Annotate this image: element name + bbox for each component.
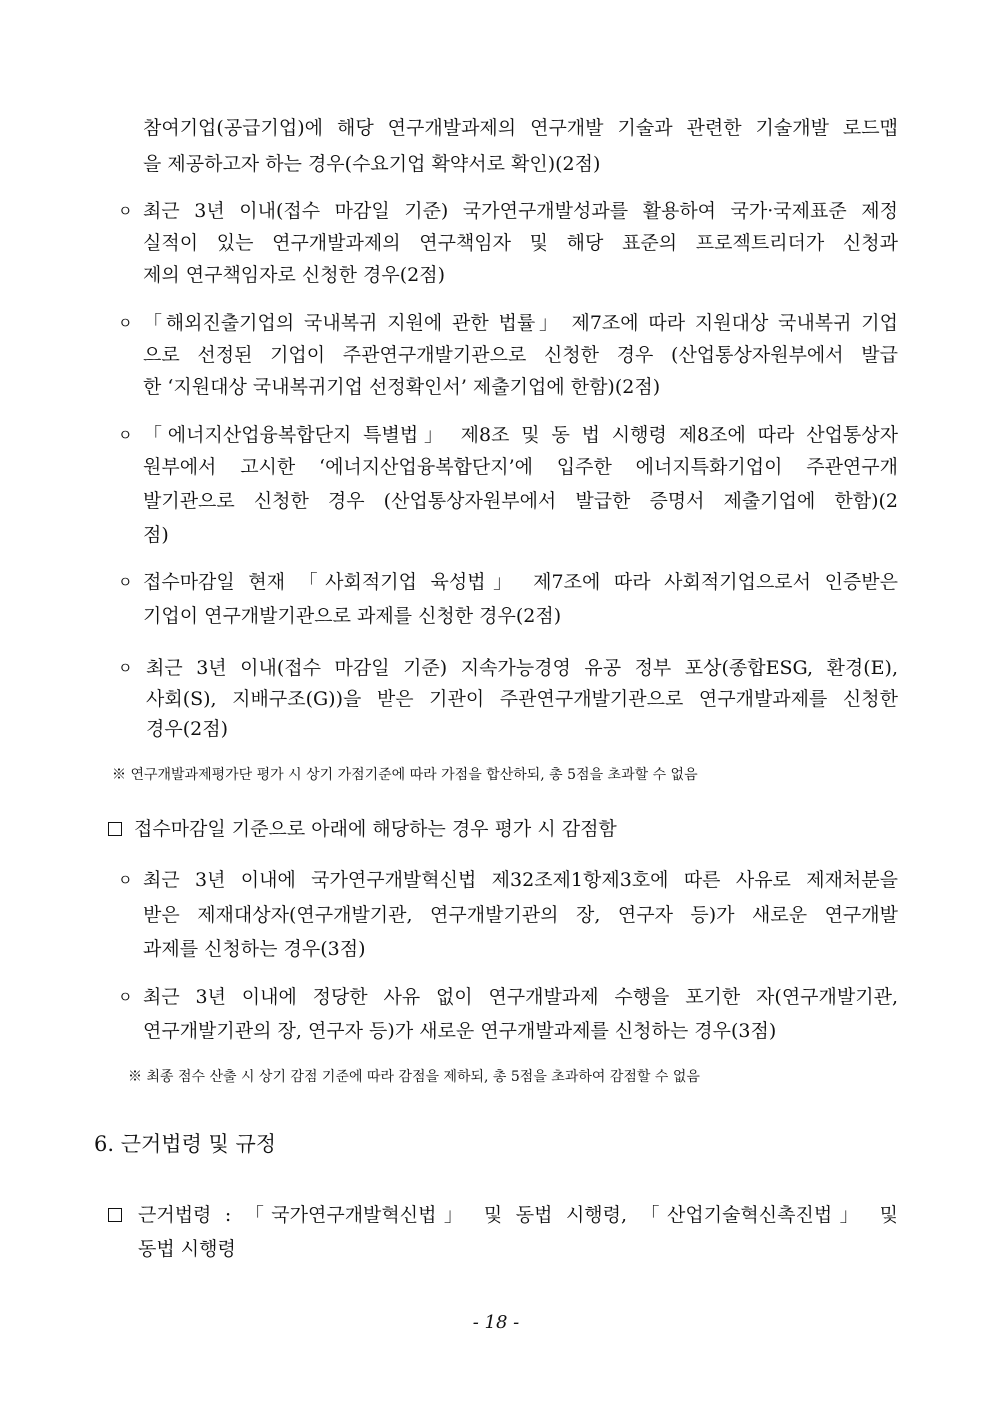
text-line: 사회(S), 지배구조(G))을 받은 기관이 주관연구개발기관으로 연구개발과제를 신청한 — [146, 688, 898, 710]
circle-bullet-icon: ㅇ — [118, 988, 133, 1006]
circle-bullet-icon: ㅇ — [118, 426, 133, 444]
deduction-note: ※ 최종 점수 산출 시 상기 감점 기준에 따라 감점을 제하되, 총 5점을 초과하여 감점할 수 없음 — [128, 1069, 700, 1085]
text-line: 실적이 있는 연구개발과제의 연구책임자 및 해당 표준의 프로젝트리더가 신청과 — [143, 232, 898, 254]
text-line: 최근 3년 이내(접수 마감일 기준) 국가연구개발성과를 활용하여 국가·국제표준 제정 — [143, 200, 898, 222]
text-line: 경우(2점) — [146, 718, 228, 740]
text-line: 최근 3년 이내(접수 마감일 기준) 지속가능경영 유공 정부 포상(종합ESG, 환경(E), — [146, 657, 898, 679]
page-number: - 18 - — [472, 1312, 520, 1333]
text-line: 점) — [143, 524, 169, 546]
circle-bullet-icon: ㅇ — [118, 659, 133, 677]
text-line: 최근 3년 이내에 정당한 사유 없이 연구개발과제 수행을 포기한 자(연구개발기관, — [143, 986, 898, 1008]
text-line: 「에너지산업융복합단지 특별법」 제8조 및 동 법 시행령 제8조에 따라 산업통상자 — [143, 424, 898, 446]
text-line: 접수마감일 현재 「사회적기업 육성법」 제7조에 따라 사회적기업으로서 인증받은 — [143, 571, 898, 593]
text-line: 과제를 신청하는 경우(3점) — [143, 938, 366, 960]
circle-bullet-icon: ㅇ — [118, 314, 133, 332]
text-line: 제의 연구책임자로 신청한 경우(2점) — [143, 264, 445, 286]
text-line: 연구개발기관의 장, 연구자 등)가 새로운 연구개발과제를 신청하는 경우(3점) — [143, 1020, 777, 1042]
text-line: 근거법령 : 「국가연구개발혁신법」 및 동법 시행령, 「산업기술혁신촉진법」 및 — [138, 1204, 898, 1226]
text-line: 원부에서 고시한 ‘에너지산업융복합단지’에 입주한 에너지특화기업이 주관연구개 — [143, 456, 898, 478]
section-title: 6. 근거법령 및 규정 — [94, 1132, 277, 1156]
text-line: 으로 선정된 기업이 주관연구개발기관으로 신청한 경우 (산업통상자원부에서 발급 — [143, 344, 898, 366]
text-line: 「해외진출기업의 국내복귀 지원에 관한 법률」 제7조에 따라 지원대상 국내복귀 기업 — [143, 312, 898, 334]
circle-bullet-icon: ㅇ — [118, 573, 133, 591]
deduction-heading: 접수마감일 기준으로 아래에 해당하는 경우 평가 시 감점함 — [134, 818, 617, 840]
circle-bullet-icon: ㅇ — [118, 871, 133, 889]
text-line: 최근 3년 이내에 국가연구개발혁신법 제32조제1항제3호에 따른 사유로 제재처분을 — [143, 869, 898, 891]
text-line: 한 ‘지원대상 국내복귀기업 선정확인서’ 제출기업에 한함)(2점) — [143, 376, 661, 398]
checkbox-square-icon — [108, 1208, 122, 1222]
text-line: 을 제공하고자 하는 경우(수요기업 확약서로 확인)(2점) — [143, 153, 601, 175]
text-line: 동법 시행령 — [138, 1238, 236, 1260]
text-line: 기업이 연구개발기관으로 과제를 신청한 경우(2점) — [143, 605, 562, 627]
text-line: 발기관으로 신청한 경우 (산업통상자원부에서 발급한 증명서 제출기업에 한함)(2 — [143, 490, 898, 512]
text-line: 받은 제재대상자(연구개발기관, 연구개발기관의 장, 연구자 등)가 새로운 연구개발 — [143, 904, 898, 926]
circle-bullet-icon: ㅇ — [118, 202, 133, 220]
bonus-note: ※ 연구개발과제평가단 평가 시 상기 가점기준에 따라 가점을 합산하되, 총 5점을 초과할 수 없음 — [112, 767, 698, 783]
text-line: 참여기업(공급기업)에 해당 연구개발과제의 연구개발 기술과 관련한 기술개발 로드맵 — [143, 117, 898, 139]
checkbox-square-icon — [108, 822, 122, 836]
